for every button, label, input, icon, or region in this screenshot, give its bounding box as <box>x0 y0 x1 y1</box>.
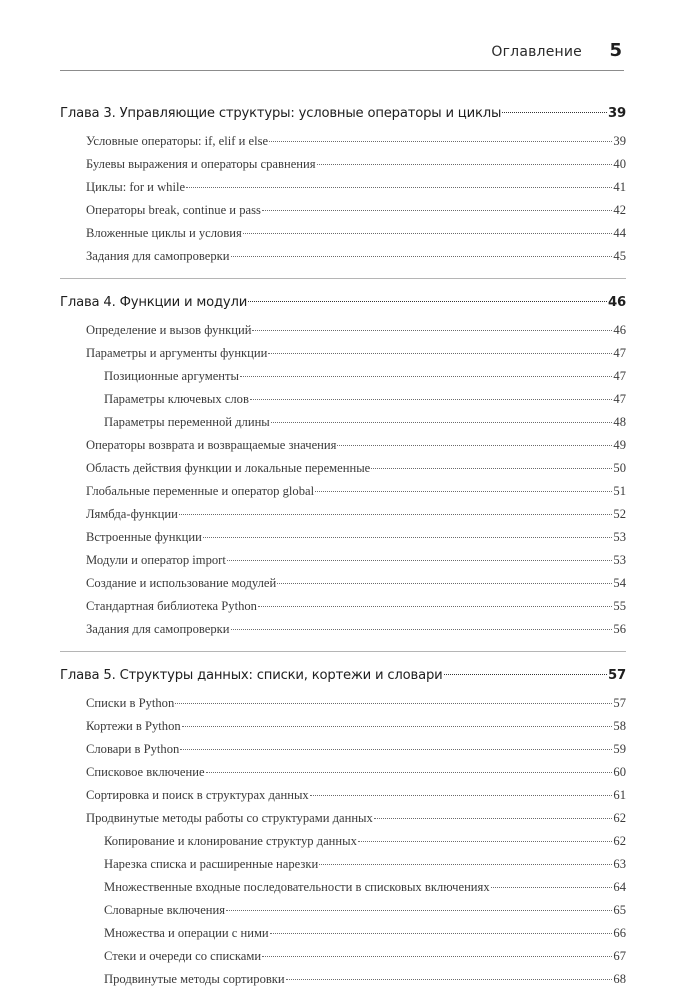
entry-page: 57 <box>613 696 626 710</box>
toc-entry[interactable] <box>60 526 626 549</box>
entry-page: 62 <box>613 834 626 848</box>
toc-entry[interactable] <box>60 130 626 153</box>
entry-title: Множества и операции с ними <box>104 926 269 940</box>
entry-page: 61 <box>613 788 626 802</box>
dot-leader <box>268 353 612 354</box>
entry-page: 53 <box>613 553 626 567</box>
dot-leader <box>231 629 613 630</box>
toc-entry[interactable] <box>60 715 626 738</box>
entry-page: 49 <box>613 438 626 452</box>
entry-title: Копирование и клонирование структур данных <box>104 834 357 848</box>
entry-title: Множественные входные последовательности в списковых включениях <box>104 880 490 894</box>
toc-subentry[interactable] <box>60 830 626 853</box>
entry-page: 40 <box>613 157 626 171</box>
chapter-section <box>60 100 626 268</box>
entry-page: 65 <box>613 903 626 917</box>
chapter-entry[interactable] <box>60 100 626 128</box>
entry-page: 55 <box>613 599 626 613</box>
entry-page: 47 <box>613 369 626 383</box>
toc-entry[interactable] <box>60 153 626 176</box>
chapter-page: 57 <box>608 668 626 683</box>
chapter-title: Глава 3. Управляющие структуры: условные операторы и циклы <box>60 106 502 121</box>
dot-leader <box>203 537 613 538</box>
entry-page: 41 <box>613 180 626 194</box>
page-number: 5 <box>609 40 622 61</box>
dot-leader <box>502 112 607 113</box>
chapter-title: Глава 4. Функции и модули <box>60 295 248 310</box>
entry-page: 50 <box>613 461 626 475</box>
dot-leader <box>250 399 612 400</box>
entry-title: Встроенные функции <box>86 530 202 544</box>
entry-page: 68 <box>613 972 626 986</box>
toc-entry[interactable] <box>60 434 626 457</box>
entry-title: Задания для самопроверки <box>86 622 230 636</box>
entry-title: Операторы возврата и возвращаемые значения <box>86 438 337 452</box>
chapter-title: Глава 5. Структуры данных: списки, кортежи и словари <box>60 668 443 683</box>
dot-leader <box>243 233 613 234</box>
entry-page: 67 <box>613 949 626 963</box>
entry-title: Лямбда-функции <box>86 507 178 521</box>
entry-title: Словарные включения <box>104 903 226 917</box>
dot-leader <box>227 560 613 561</box>
entry-title: Циклы: for и while <box>86 180 186 194</box>
dot-leader <box>258 606 612 607</box>
entry-title: Сортировка и поиск в структурах данных <box>86 788 309 802</box>
chapter-entry[interactable] <box>60 289 626 317</box>
entry-title: Продвинутые методы работы со структурами данных <box>86 811 373 825</box>
toc-entry[interactable] <box>60 692 626 715</box>
toc-subentry[interactable] <box>60 968 626 991</box>
dot-leader <box>315 491 612 492</box>
dot-leader <box>374 818 613 819</box>
running-header-title: Оглавление <box>491 44 582 60</box>
entry-page: 45 <box>613 249 626 263</box>
dot-leader <box>262 956 612 957</box>
dot-leader <box>175 703 612 704</box>
entry-page: 47 <box>613 392 626 406</box>
chapter-section <box>60 662 626 991</box>
dot-leader <box>270 933 613 934</box>
entry-title: Списки в Python <box>86 696 175 710</box>
toc-entry[interactable] <box>60 549 626 572</box>
dot-leader <box>240 376 612 377</box>
toc-entry[interactable] <box>60 761 626 784</box>
entry-page: 59 <box>613 742 626 756</box>
dot-leader <box>180 749 612 750</box>
chapter-divider <box>60 278 626 279</box>
toc-subentry[interactable] <box>60 899 626 922</box>
chapter-page: 39 <box>608 106 626 121</box>
toc-entry[interactable] <box>60 319 626 342</box>
entry-page: 42 <box>613 203 626 217</box>
dot-leader <box>371 468 612 469</box>
running-header <box>60 38 624 71</box>
toc-subentry[interactable] <box>60 945 626 968</box>
entry-page: 56 <box>613 622 626 636</box>
dot-leader <box>269 141 612 142</box>
entry-page: 62 <box>613 811 626 825</box>
toc-subentry[interactable] <box>60 876 626 899</box>
entry-title: Область действия функции и локальные переменные <box>86 461 371 475</box>
dot-leader <box>277 583 612 584</box>
entry-page: 66 <box>613 926 626 940</box>
toc-entry[interactable] <box>60 595 626 618</box>
dot-leader <box>444 674 608 675</box>
dot-leader <box>319 864 612 865</box>
entry-title: Задания для самопроверки <box>86 249 230 263</box>
toc-entry[interactable] <box>60 480 626 503</box>
toc-entry[interactable] <box>60 222 626 245</box>
dot-leader <box>310 795 613 796</box>
toc-entry[interactable] <box>60 245 626 268</box>
entry-title: Стеки и очереди со списками <box>104 949 262 963</box>
dot-leader <box>231 256 613 257</box>
entry-page: 39 <box>613 134 626 148</box>
table-of-contents <box>60 100 626 991</box>
dot-leader <box>179 514 613 515</box>
dot-leader <box>182 726 613 727</box>
entry-title: Условные операторы: if, elif и else <box>86 134 269 148</box>
entry-title: Кортежи в Python <box>86 719 181 733</box>
entry-title: Модули и оператор import <box>86 553 226 567</box>
dot-leader <box>186 187 612 188</box>
entry-title: Глобальные переменные и оператор global <box>86 484 315 498</box>
entry-title: Операторы break, continue и pass <box>86 203 261 217</box>
entry-title: Булевы выражения и операторы сравнения <box>86 157 316 171</box>
dot-leader <box>358 841 612 842</box>
entry-page: 63 <box>613 857 626 871</box>
dot-leader <box>337 445 612 446</box>
entry-page: 54 <box>613 576 626 590</box>
dot-leader <box>491 887 613 888</box>
entry-title: Определение и вызов функций <box>86 323 252 337</box>
entry-title: Словари в Python <box>86 742 180 756</box>
chapter-page: 46 <box>608 295 626 310</box>
entry-page: 46 <box>613 323 626 337</box>
entry-page: 47 <box>613 346 626 360</box>
dot-leader <box>317 164 613 165</box>
toc-subentry[interactable] <box>60 388 626 411</box>
toc-entry[interactable] <box>60 342 626 365</box>
toc-subentry[interactable] <box>60 922 626 945</box>
entry-page: 44 <box>613 226 626 240</box>
chapter-entry[interactable] <box>60 662 626 690</box>
toc-entry[interactable] <box>60 784 626 807</box>
toc-entry[interactable] <box>60 457 626 480</box>
toc-entry[interactable] <box>60 176 626 199</box>
entry-page: 52 <box>613 507 626 521</box>
chapter-divider <box>60 651 626 652</box>
toc-subentry[interactable] <box>60 853 626 876</box>
entry-page: 48 <box>613 415 626 429</box>
dot-leader <box>248 301 607 302</box>
toc-subentry[interactable] <box>60 365 626 388</box>
toc-entry[interactable] <box>60 503 626 526</box>
dot-leader <box>286 979 613 980</box>
entry-title: Вложенные циклы и условия <box>86 226 242 240</box>
toc-entry[interactable] <box>60 618 626 641</box>
entry-title: Параметры переменной длины <box>104 415 270 429</box>
entry-page: 58 <box>613 719 626 733</box>
dot-leader <box>252 330 612 331</box>
toc-entry[interactable] <box>60 572 626 595</box>
toc-entry[interactable] <box>60 807 626 830</box>
entry-title: Продвинутые методы сортировки <box>104 972 285 986</box>
entry-title: Параметры и аргументы функции <box>86 346 268 360</box>
entry-page: 51 <box>613 484 626 498</box>
entry-title: Создание и использование модулей <box>86 576 277 590</box>
dot-leader <box>206 772 613 773</box>
entry-page: 64 <box>613 880 626 894</box>
entry-title: Позиционные аргументы <box>104 369 240 383</box>
entry-title: Стандартная библиотека Python <box>86 599 257 613</box>
entry-page: 60 <box>613 765 626 779</box>
dot-leader <box>226 910 612 911</box>
entry-title: Параметры ключевых слов <box>104 392 249 406</box>
entry-title: Нарезка списка и расширенные нарезки <box>104 857 319 871</box>
dot-leader <box>262 210 613 211</box>
entry-page: 53 <box>613 530 626 544</box>
chapter-section <box>60 289 626 641</box>
entry-title: Списковое включение <box>86 765 205 779</box>
toc-entry[interactable] <box>60 199 626 222</box>
toc-entry[interactable] <box>60 738 626 761</box>
dot-leader <box>271 422 613 423</box>
toc-subentry[interactable] <box>60 411 626 434</box>
